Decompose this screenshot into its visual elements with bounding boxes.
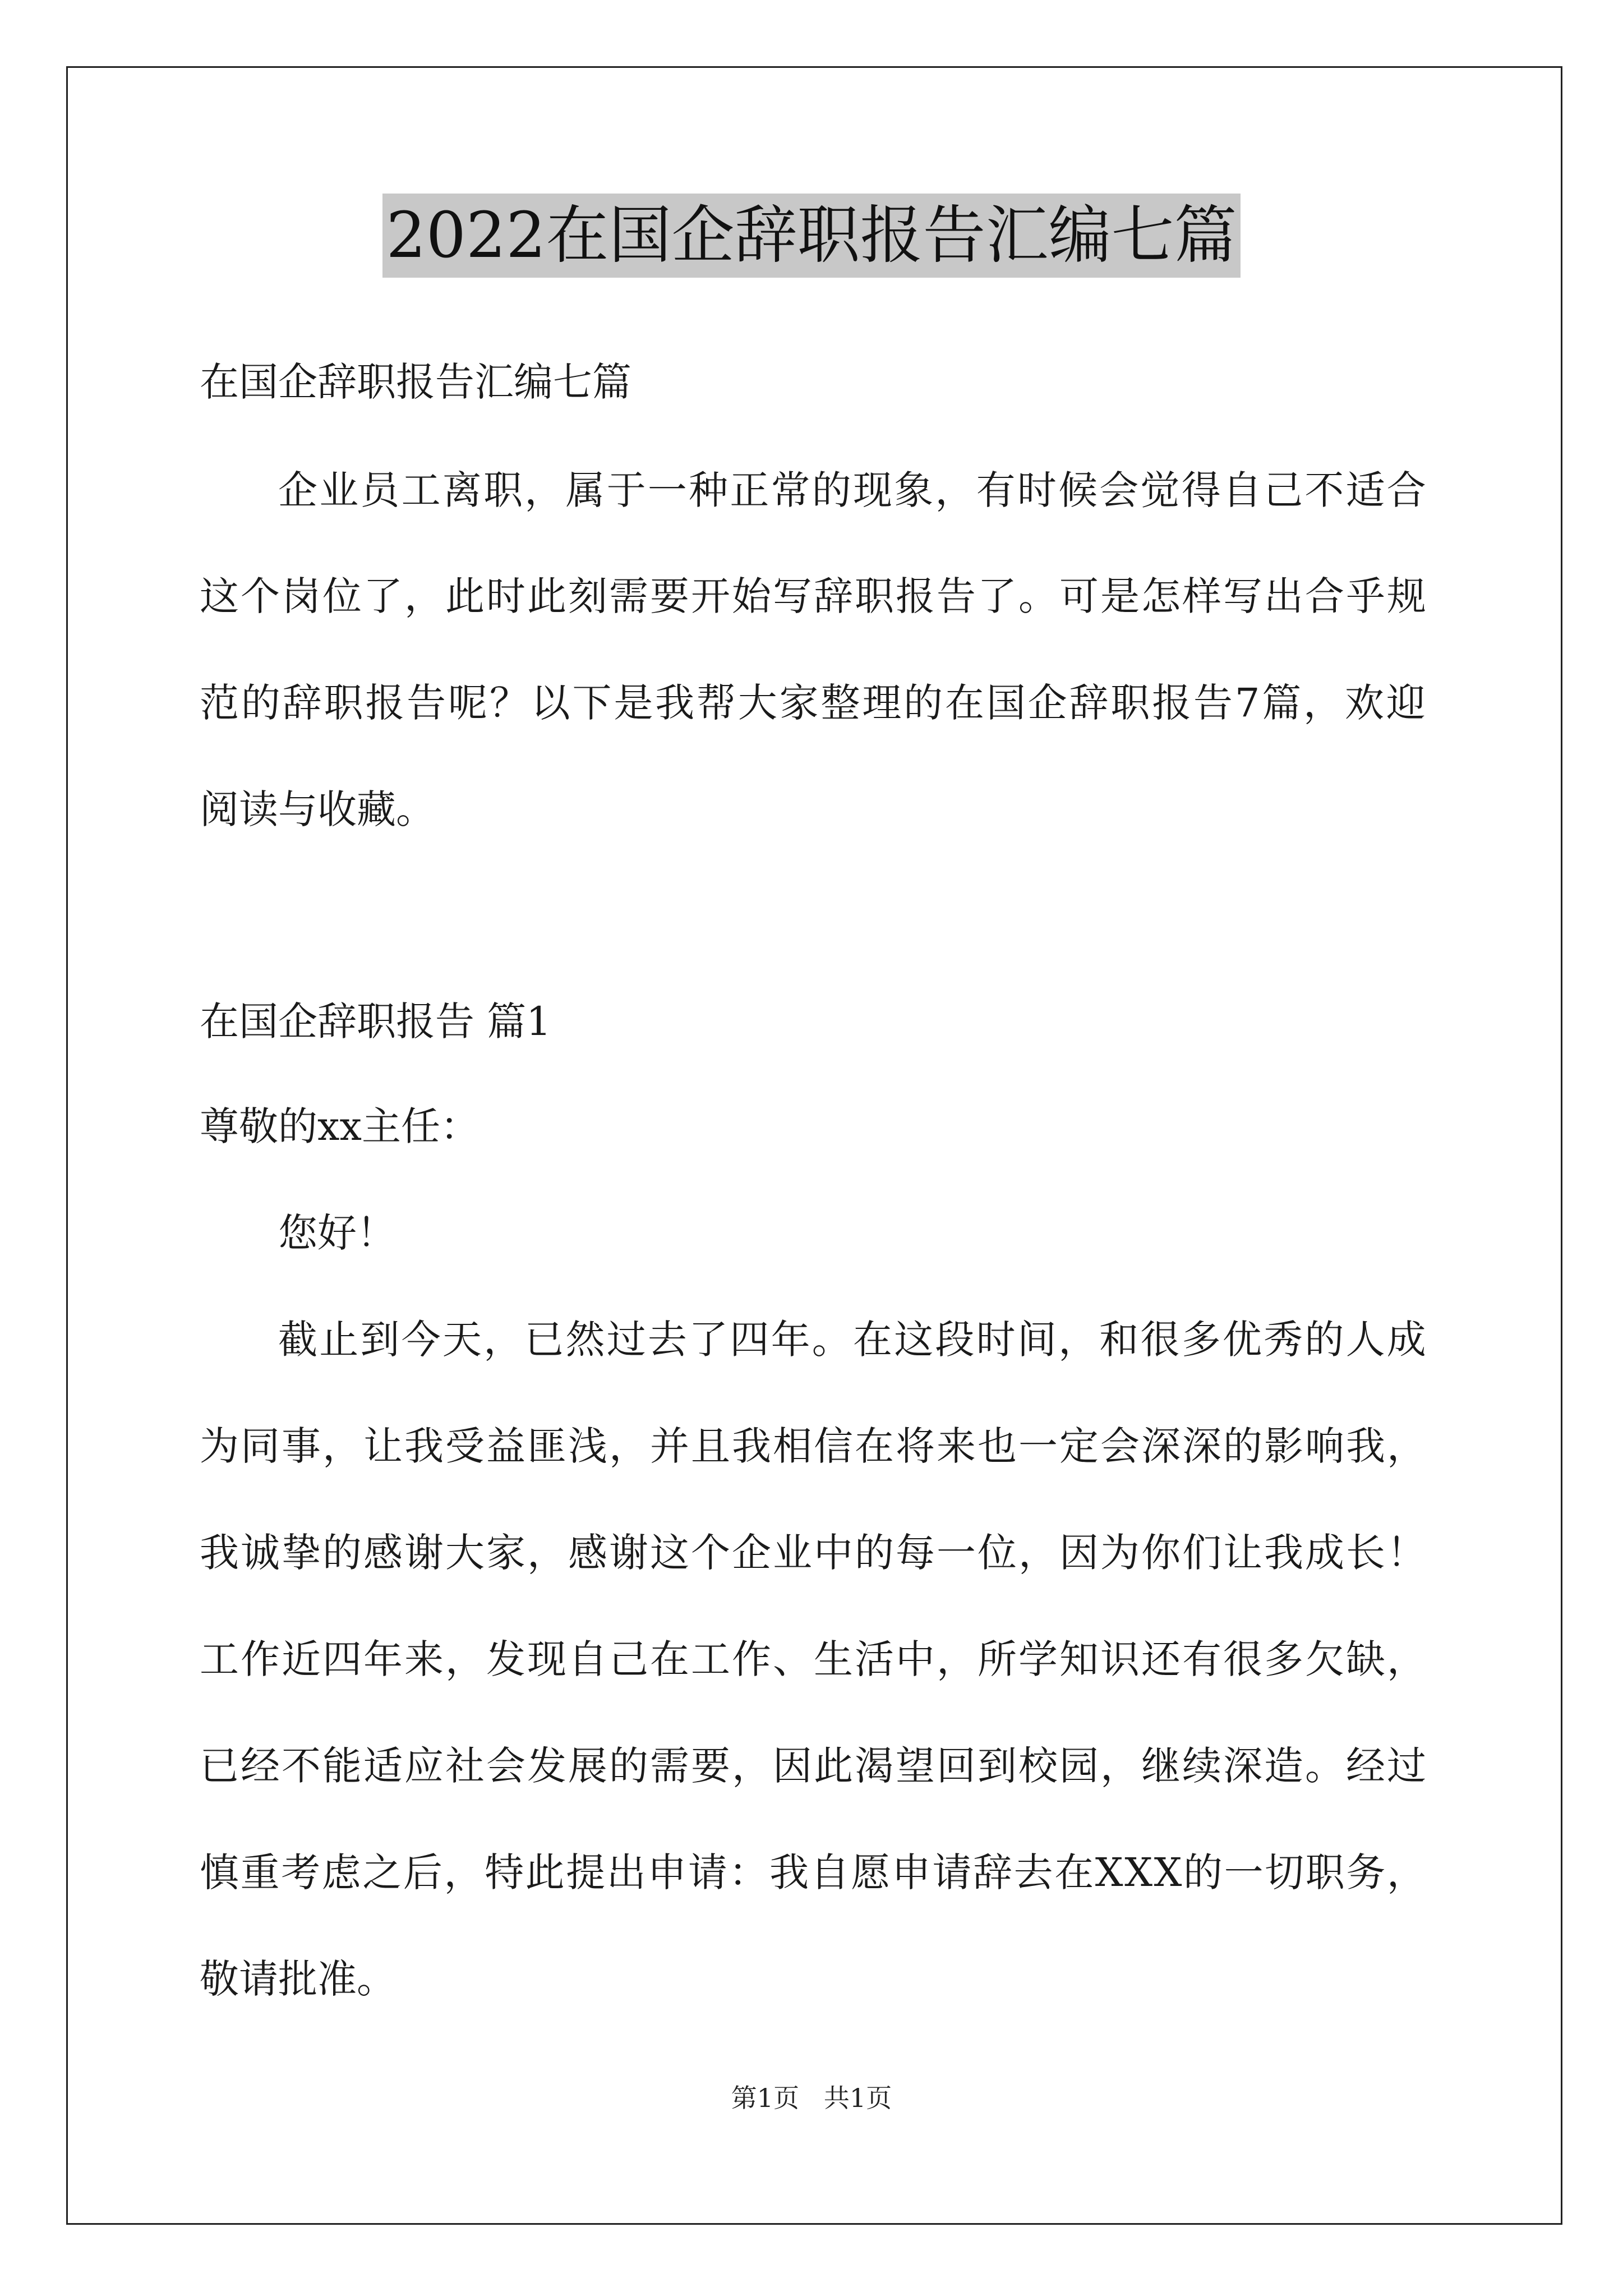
body-line-4: 工作近四年来，发现自己在工作、生活中，所学知识还有很多欠缺， xyxy=(200,1636,1428,1682)
intro-line-3: 范的辞职报告呢？以下是我帮大家整理的在国企辞职报告7篇，欢迎 xyxy=(200,680,1428,726)
section-heading: 在国企辞职报告 篇1 xyxy=(200,999,551,1045)
body-line-2: 为同事，让我受益匪浅，并且我相信在将来也一定会深深的影响我， xyxy=(200,1423,1428,1469)
greeting: 您好！ xyxy=(278,1210,396,1256)
body-line-1: 截止到今天，已然过去了四年。在这段时间，和很多优秀的人成 xyxy=(278,1317,1428,1363)
title-wrapper xyxy=(0,194,1623,278)
intro-line-4: 阅读与收藏。 xyxy=(200,786,435,832)
salutation: 尊敬的xx主任： xyxy=(200,1103,479,1149)
body-line-3: 我诚挚的感谢大家，感谢这个企业中的每一位，因为你们让我成长！ xyxy=(200,1530,1428,1576)
intro-line-2: 这个岗位了，此时此刻需要开始写辞职报告了。可是怎样写出合乎规 xyxy=(200,573,1428,619)
body-line-7: 敬请批准。 xyxy=(200,1956,396,2002)
document-title: 2022在国企辞职报告汇编七篇 xyxy=(382,194,1240,278)
page-footer: 第1页 共1页 xyxy=(731,2083,892,2113)
body-line-6: 慎重考虑之后，特此提出申请：我自愿申请辞去在XXX的一切职务， xyxy=(200,1849,1428,1895)
document-subtitle: 在国企辞职报告汇编七篇 xyxy=(200,359,631,405)
body-line-5: 已经不能适应社会发展的需要，因此渴望回到校园，继续深造。经过 xyxy=(200,1743,1428,1789)
intro-line-1: 企业员工离职，属于一种正常的现象，有时候会觉得自己不适合 xyxy=(278,467,1428,513)
